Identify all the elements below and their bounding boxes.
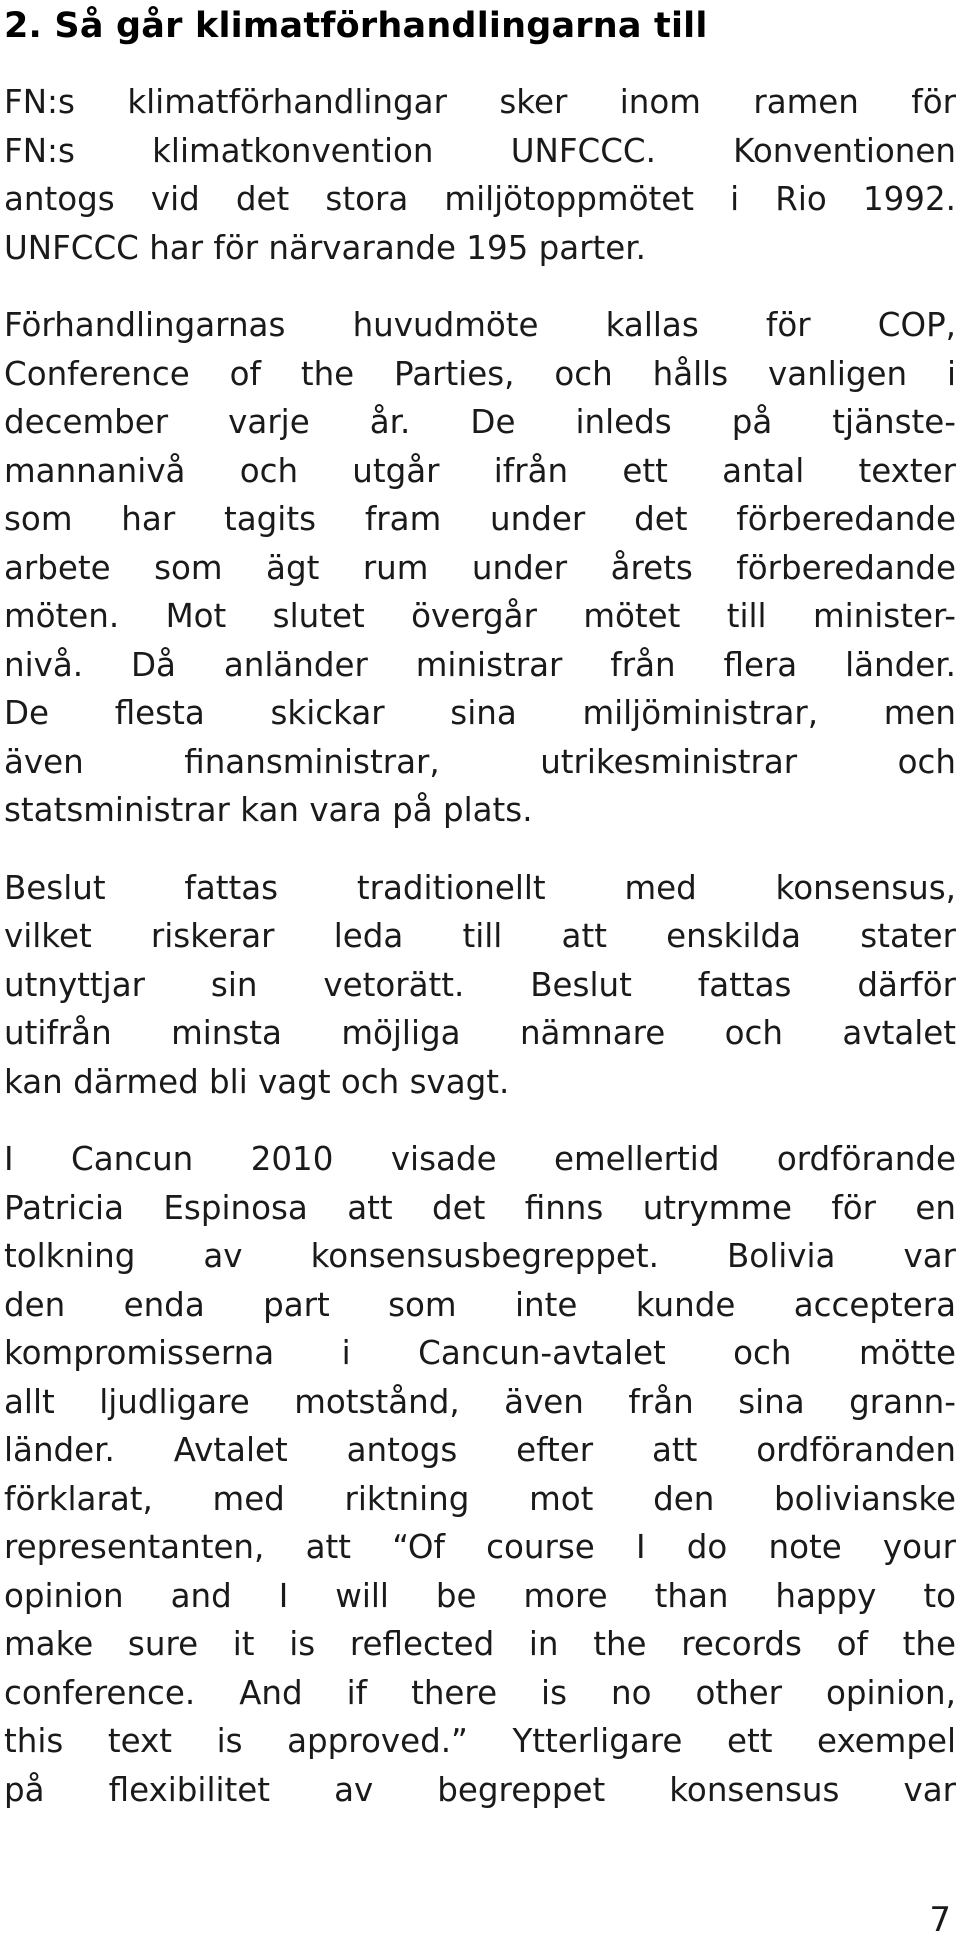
text-line: I Cancun 2010 visade emellertid ordförande — [4, 1140, 956, 1178]
text-line: på flexibilitet av begreppet konsensus var — [4, 1770, 956, 1809]
text-line: representanten, att “Of course I do note your — [4, 1528, 956, 1566]
text-line: De flesta skickar sina miljöministrar, men — [4, 694, 956, 732]
text-line: vilket riskerar leda till att enskilda stater — [4, 917, 956, 955]
paragraph-gap — [4, 272, 956, 301]
text-line: arbete som ägt rum under årets förberedande — [4, 548, 956, 587]
text-line: Förhandlingarnas huvudmöte kallas för COP, — [4, 306, 956, 344]
text-line: Patricia Espinosa att det finns utrymme för en — [4, 1188, 956, 1227]
text-line: opinion and I will be more than happy to — [4, 1576, 956, 1615]
text-line: conference. And if there is no other opinion, — [4, 1673, 956, 1712]
page-number: 7 — [929, 1900, 951, 1940]
text-line: Conference of the Parties, och hålls vanligen i — [4, 354, 956, 393]
text-line: den enda part som inte kunde acceptera — [4, 1285, 956, 1324]
text-line: this text is approved.” Ytterligare ett exempel — [4, 1722, 956, 1760]
text-line: tolkning av konsensusbegreppet. Bolivia var — [4, 1237, 956, 1275]
text-line: länder. Avtalet antogs efter att ordföranden — [4, 1431, 956, 1469]
text-line: nivå. Då anländer ministrar från flera länder. — [4, 645, 956, 684]
paragraph-cancun — [4, 1135, 956, 1814]
paragraph-consensus — [4, 864, 956, 1107]
document-page — [4, 0, 956, 1814]
text-line: FN:s klimatkonvention UNFCCC. Konventionen — [4, 131, 956, 170]
section-heading: 2. Så går klimatförhandlingarna till — [4, 6, 708, 46]
text-line: möten. Mot slutet övergår mötet till minister- — [4, 597, 956, 635]
text-line: förklarat, med riktning mot den bolivianske — [4, 1479, 956, 1518]
text-line: utifrån minsta möjliga nämnare och avtalet — [4, 1014, 956, 1052]
text-line: som har tagits fram under det förberedande — [4, 500, 956, 538]
text-line: kan därmed bli vagt och svagt. — [4, 1062, 510, 1101]
text-line: antogs vid det stora miljötoppmötet i Rio 1992. — [4, 180, 956, 218]
text-line: FN:s klimatförhandlingar sker inom ramen för — [4, 83, 956, 121]
paragraph-gap — [4, 835, 956, 864]
text-line: utnyttjar sin vetorätt. Beslut fattas därför — [4, 965, 956, 1004]
text-line: make sure it is reflected in the records of the — [4, 1625, 956, 1663]
text-line: Beslut fattas traditionellt med konsensus, — [4, 868, 956, 907]
text-line: kompromisserna i Cancun-avtalet och mötte — [4, 1334, 956, 1372]
text-line: även finansministrar, utrikesministrar och — [4, 742, 956, 781]
text-line: december varje år. De inleds på tjänste- — [4, 403, 956, 441]
text-line: allt ljudligare motstånd, även från sina grann- — [4, 1382, 956, 1421]
paragraph-cop — [4, 301, 956, 835]
paragraph-gap — [4, 1106, 956, 1135]
paragraph-unfccc — [4, 78, 956, 272]
text-line: UNFCCC har för närvarande 195 parter. — [4, 228, 647, 267]
text-line: statsministrar kan vara på plats. — [4, 791, 533, 829]
text-line: mannanivå och utgår ifrån ett antal texter — [4, 451, 956, 490]
